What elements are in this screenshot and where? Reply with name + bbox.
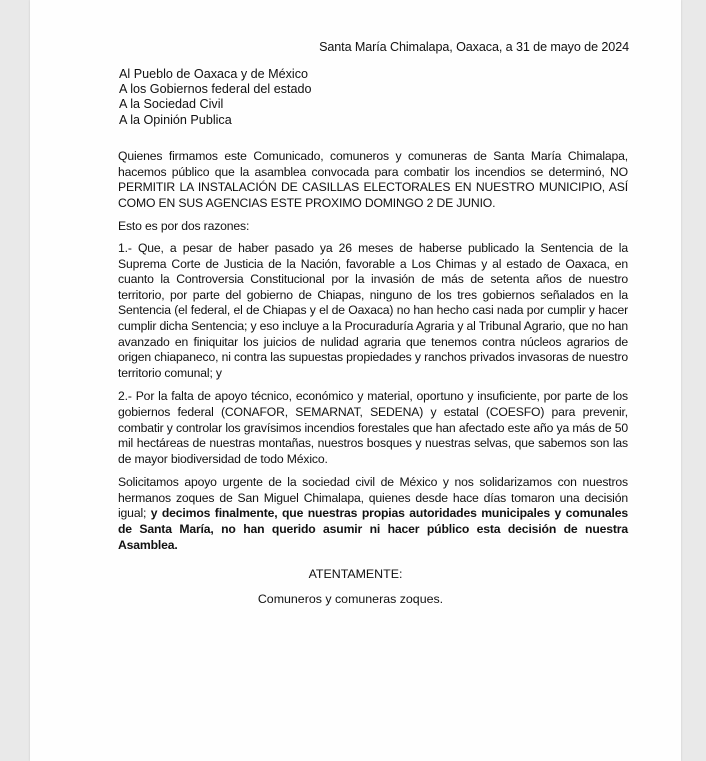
addressee-line: A la Opinión Publica	[119, 112, 232, 127]
paragraph-intro: Quienes firmamos este Comunicado, comuneros y comuneras de Santa María Chimalapa, hacemos público que la asamblea convocada para combatir los incendios se determinó, NO PERMITIR LA INSTALACIÓN DE CASILLAS ELECTORALES EN NUESTRO MUNICIPIO, ASÍ COMO EN SUS AGENCIAS ESTE PROXIMO DOMINGO 2 DE JUNIO.	[118, 149, 628, 210]
letter-page	[30, 0, 681, 761]
place-date: Santa María Chimalapa, Oaxaca, a 31 de mayo de 2024	[319, 40, 629, 54]
request-bold-text: y decimos finalmente, que nuestras propias autoridades municipales y comunales de Santa María, no han querido asumir ni hacer público esta decisión de nuestra Asamblea.	[118, 506, 628, 552]
addressee-list	[119, 67, 312, 128]
paragraph-reason-2: 2.- Por la falta de apoyo técnico, económico y material, oportuno y insuficiente, por parte de los gobiernos federal (CONAFOR, SEMARNAT, SEDENA) y estatal (COESFO) para prevenir, combatir y controlar los gravísimos incendios forestales que han afectado este año ya más de 50 mil hectáreas de nuestras montañas, nuestros bosques y nuestras selvas, que sabemos son las de mayor biodiversidad de todo México.	[118, 389, 628, 466]
paragraph-reason-1: 1.- Que, a pesar de haber pasado ya 26 meses de haberse publicado la Sentencia de la Suprema Corte de Justicia de la Nación, favorable a Los Chimas y al estado de Oaxaca, en cuanto la Controversia Constitucional por la invasión de más de setenta años de nuestro territorio, por parte del gobierno de Chiapas, ninguno de los tres gobiernos señalados en la Sentencia (el federal, el de Chiapas y el de Oaxaca) no han hecho casi nada por cumplir y hacer cumplir dicha Sentencia; y eso incluye a la Procuraduría Agraria y al Tribunal Agrario, que no han avanzado en finiquitar los juicios de nulidad agraria que tenemos contra núcleos agrarios de origen chiapaneco, ni contra las supuestas propiedades y ranchos privados invasoras de nuestro territorio comunal; y	[118, 240, 628, 380]
signature-line: Comuneros y comuneras zoques.	[257, 592, 444, 606]
addressee-line: A los Gobiernos federal del estado	[119, 82, 312, 97]
closing-salutation: ATENTAMENTE:	[308, 567, 403, 581]
addressee-line: Al Pueblo de Oaxaca y de México	[119, 67, 309, 81]
paragraph-reasons-heading: Esto es por dos razones:	[118, 219, 250, 234]
letter-body	[118, 149, 628, 561]
request-text: Solicitamos apoyo urgente de la sociedad civil de México y nos solidarizamos con nuestros hermanos zoques de San Miguel Chimalapa, quienes desde hace días tomaron una decisión igual;	[118, 475, 628, 521]
addressee-line: A la Sociedad Civil	[119, 97, 224, 112]
paragraph-request	[118, 475, 628, 553]
